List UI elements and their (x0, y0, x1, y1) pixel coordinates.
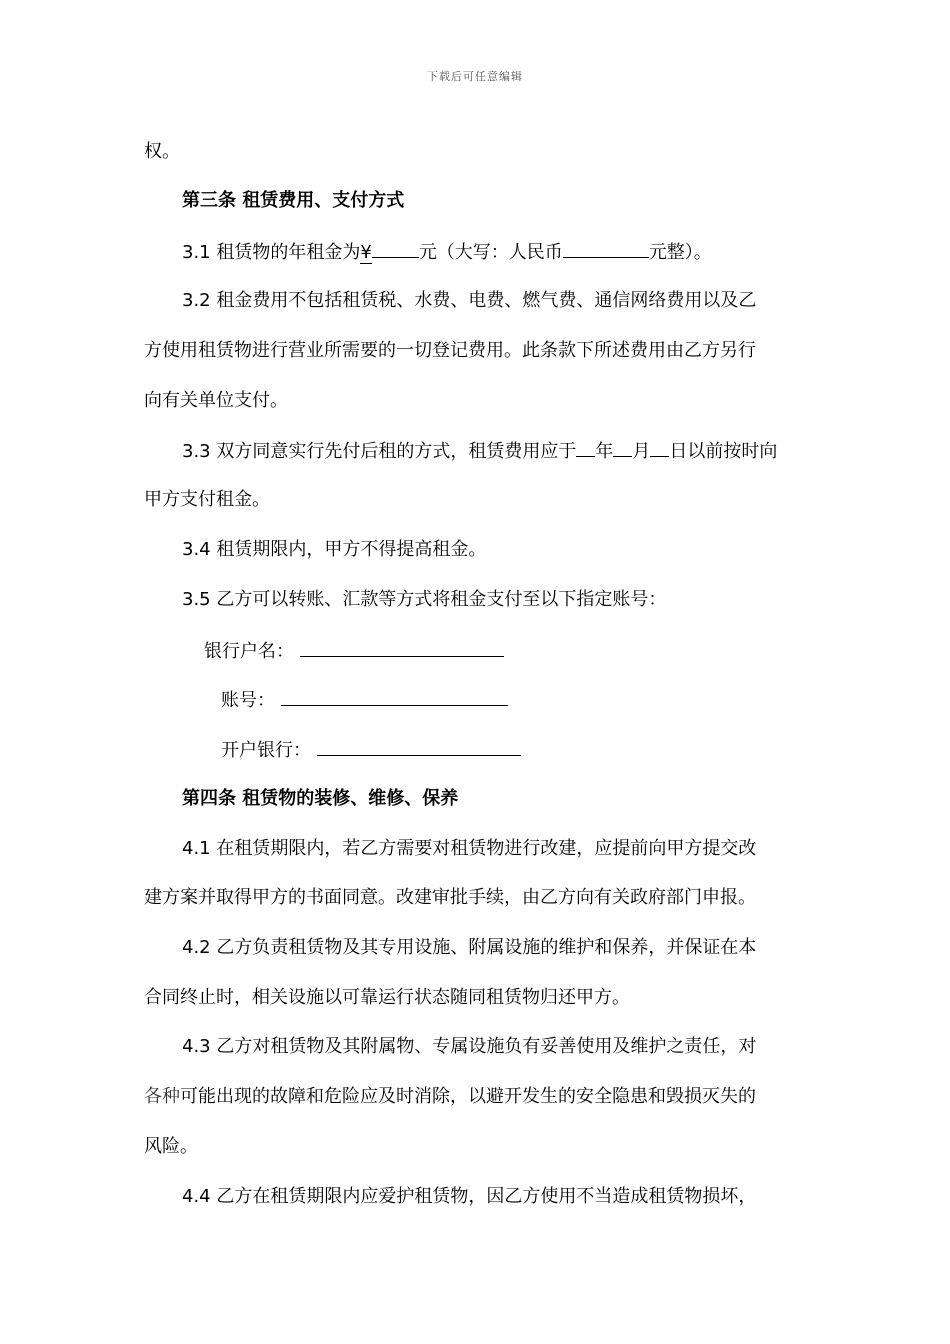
account-field (221, 687, 508, 713)
paragraph-line: 方使用租赁物进行营业所需要的一切登记费用。此条款下所述费用由乙方另行 (144, 340, 756, 361)
blank-amount-words (563, 239, 649, 258)
bank-field (221, 737, 521, 763)
clause-4-4: 4.4 乙方在租赁期限内应爱护租赁物，因乙方使用不当造成租赁物损坏， (182, 1186, 757, 1207)
clause-3-3 (182, 438, 777, 464)
yen-sign: ¥ (360, 242, 372, 263)
clause-3-1 (182, 239, 712, 265)
blank-bank-name (300, 638, 504, 657)
page-header: 下载后可任意编辑 (427, 70, 523, 83)
paragraph-line: 建方案并取得甲方的书面同意。改建审批手续，由乙方向有关政府部门申报。 (144, 887, 756, 908)
clause-text: 月 (632, 441, 651, 462)
field-label: 银行户名： (204, 641, 294, 662)
clause-text: 年 (595, 441, 614, 462)
clause-3-5: 3.5 乙方可以转账、汇款等方式将租金支付至以下指定账号： (182, 589, 667, 610)
field-label: 开户银行： (221, 740, 311, 761)
clause-text: 元整）。 (648, 242, 712, 263)
paragraph-line: 向有关单位支付。 (144, 390, 288, 411)
clause-text: 日以前按时向 (669, 441, 778, 462)
clause-text: 可能出现的故障和危险应及时消除，以避开发生的安全隐患和毁损灭失的 (180, 1086, 756, 1107)
paragraph-line: 甲方支付租金。 (144, 489, 270, 510)
blank-day (650, 438, 669, 457)
paragraph-line: 合同终止时，相关设施以可靠运行状态随同租赁物归还甲方。 (144, 987, 630, 1008)
clause-3-2: 3.2 租金费用不包括租赁税、水费、电费、燃气费、通信网络费用以及乙 (182, 290, 757, 311)
paragraph-line: 风险。 (144, 1136, 198, 1157)
section-3-title: 第三条 租赁费用、支付方式 (182, 190, 405, 211)
blank-bank (317, 737, 521, 756)
clause-text: 3.1 租赁物的年租金为 (182, 242, 361, 263)
paragraph-line (144, 1085, 756, 1109)
clause-text: 3.3 双方同意实行先付后租的方式，租赁费用应于 (182, 441, 577, 462)
clause-text-serif: 各种 (144, 1086, 180, 1107)
clause-text: 元（大写：人民币 (418, 242, 563, 263)
blank-account (281, 687, 508, 706)
field-label: 账号： (221, 690, 275, 711)
bank-name-field (204, 638, 504, 664)
clause-4-3: 4.3 乙方对租赁物及其附属物、专属设施负有妥善使用及维护之责任，对 (182, 1036, 757, 1057)
blank-year (576, 438, 595, 457)
paragraph-line: 权。 (144, 141, 180, 162)
clause-4-1: 4.1 在租赁期限内，若乙方需要对租赁物进行改建，应提前向甲方提交改 (182, 838, 757, 859)
blank-month (613, 438, 632, 457)
clause-4-2: 4.2 乙方负责租赁物及其专用设施、附属设施的维护和保养，并保证在本 (182, 937, 757, 958)
blank-amount (372, 239, 419, 258)
section-4-title: 第四条 租赁物的装修、维修、保养 (182, 788, 459, 809)
clause-3-4: 3.4 租赁期限内，甲方不得提高租金。 (182, 539, 487, 560)
